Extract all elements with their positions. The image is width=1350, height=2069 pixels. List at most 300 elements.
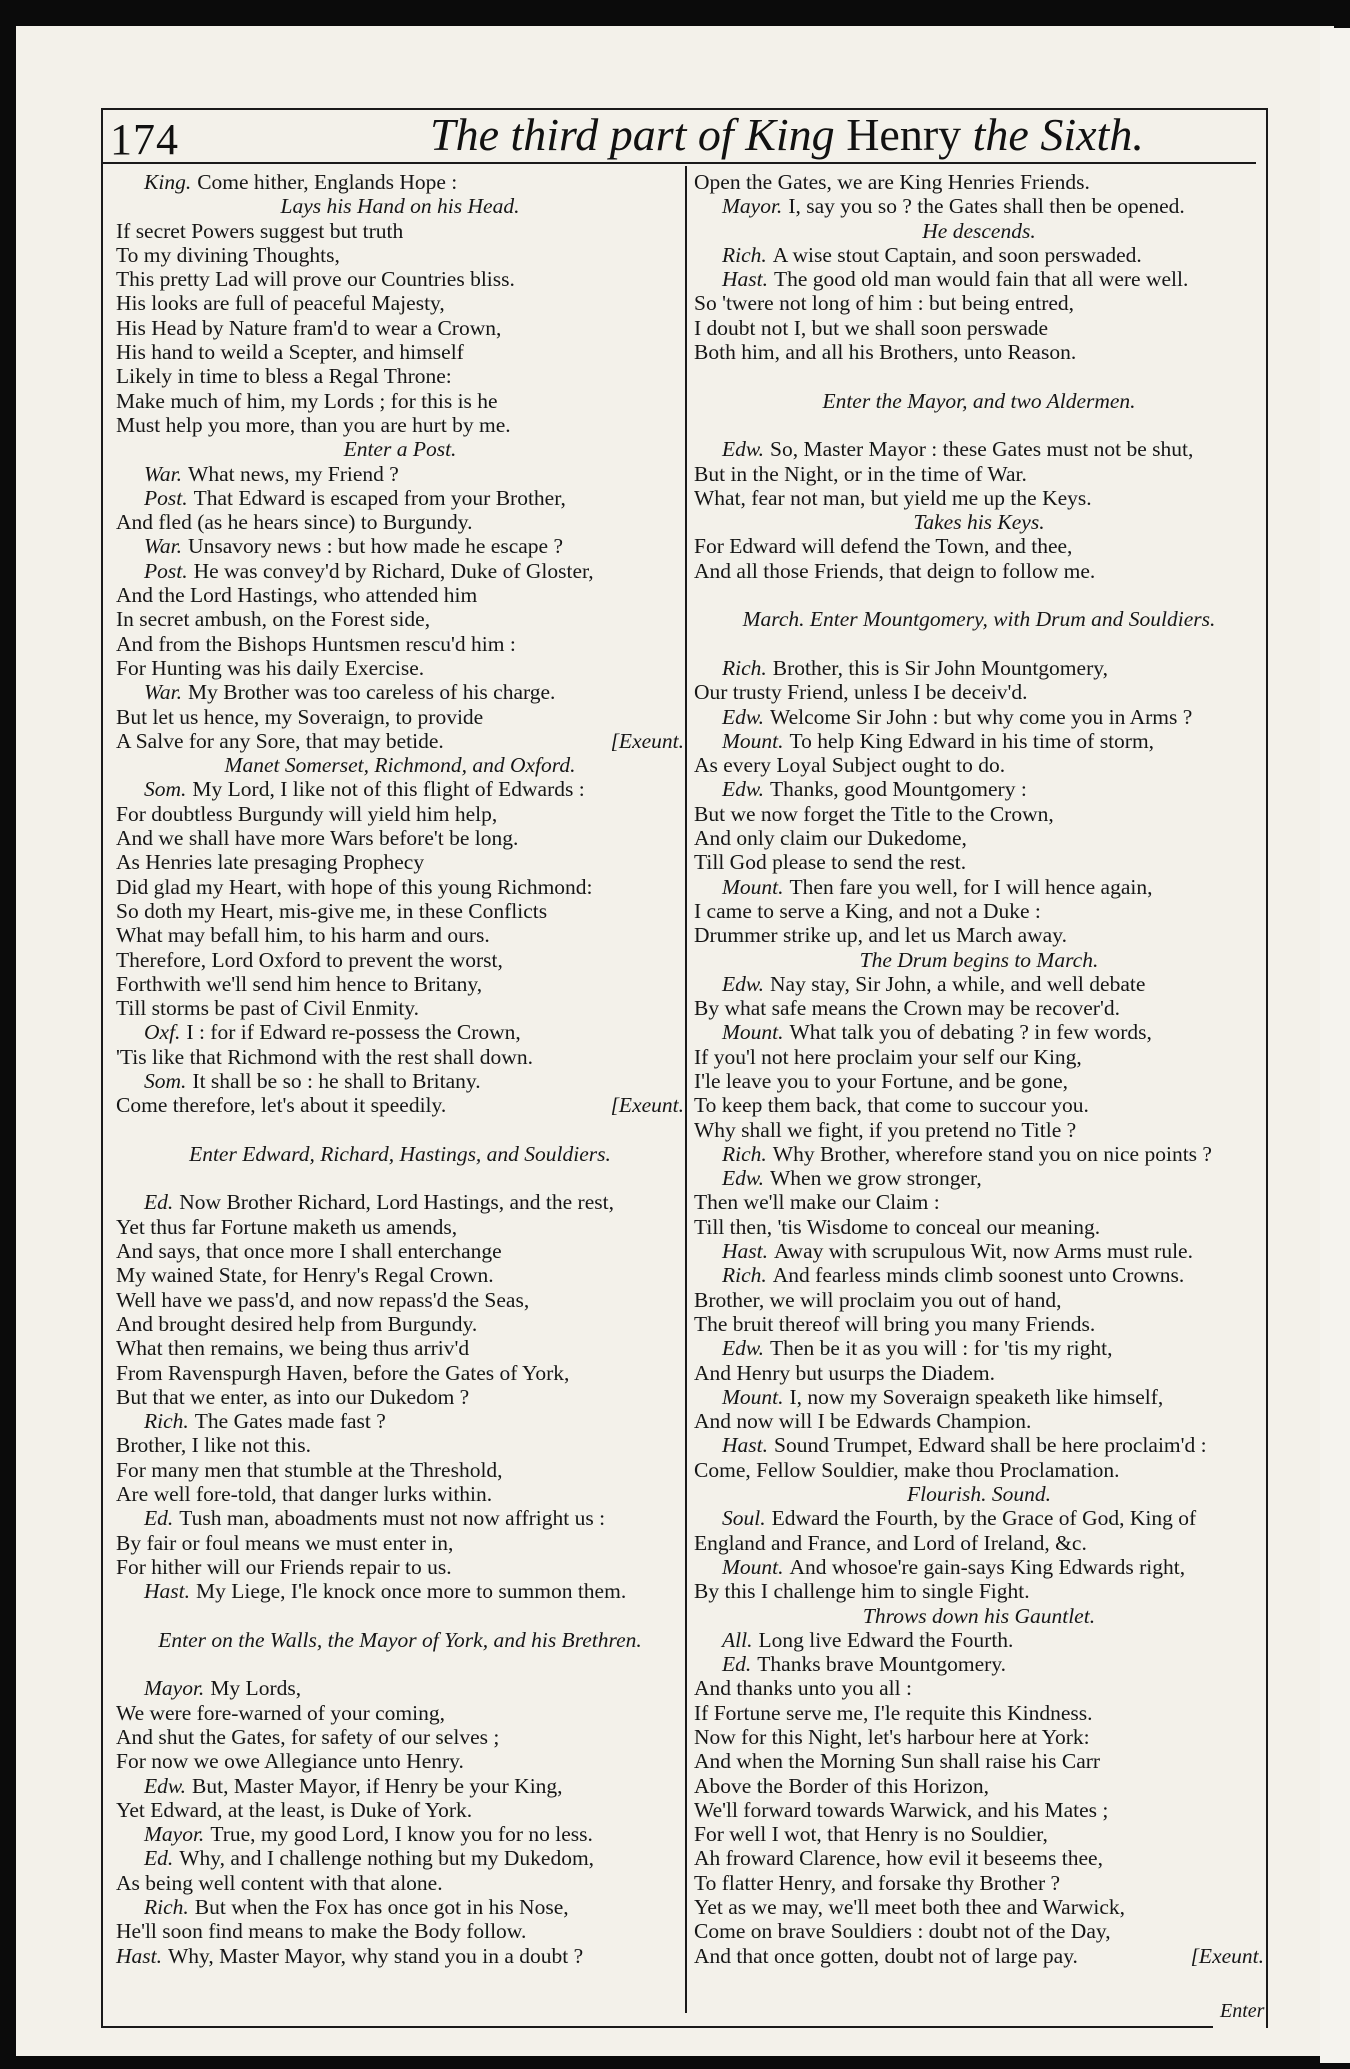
line-text: I came to serve a King, and not a Duke : bbox=[694, 898, 1041, 923]
verse-line bbox=[694, 1701, 1264, 1725]
blank-line bbox=[694, 632, 1264, 656]
line-text: Likely in time to bless a Regal Throne: bbox=[116, 364, 452, 389]
verse-line bbox=[116, 170, 684, 194]
line-text: Long live Edward the Fourth. bbox=[758, 1627, 1014, 1652]
verse-line bbox=[694, 1458, 1264, 1482]
verse-line bbox=[116, 1701, 684, 1725]
line-text: Yet as we may, we'll meet both thee and Warwick, bbox=[694, 1895, 1126, 1920]
verse-line bbox=[116, 1725, 684, 1749]
line-text: He was convey'd by Richard, Duke of Gloster, bbox=[193, 558, 594, 583]
verse-line bbox=[116, 899, 684, 923]
stage-direction bbox=[116, 194, 684, 218]
verse-line bbox=[694, 486, 1264, 510]
line-text: A wise stout Captain, and soon perswaded. bbox=[772, 242, 1142, 267]
speaker-prefix: War. bbox=[144, 534, 183, 559]
verse-line bbox=[694, 1846, 1264, 1870]
stage-direction bbox=[694, 389, 1264, 413]
verse-line bbox=[116, 1846, 684, 1870]
page-number: 174 bbox=[110, 115, 179, 164]
speaker-prefix: Edw. bbox=[722, 437, 765, 462]
line-text: To flatter Henry, and forsake thy Brother ? bbox=[694, 1870, 1061, 1895]
speaker-prefix: War. bbox=[144, 680, 183, 705]
blank-line bbox=[116, 1118, 684, 1142]
line-text: Lays his Hand on his Head. bbox=[280, 194, 520, 219]
verse-line bbox=[694, 972, 1264, 996]
line-text: A Salve for any Sore, that may betide. bbox=[116, 728, 444, 753]
verse-line bbox=[694, 826, 1264, 850]
line-text: He descends. bbox=[922, 218, 1036, 243]
line-text: For Hunting was his daily Exercise. bbox=[116, 655, 425, 680]
line-text: So doth my Heart, mis-give me, in these Conflicts bbox=[116, 898, 548, 923]
line-text: It shall be so : he shall to Britany. bbox=[192, 1068, 481, 1093]
verse-line bbox=[116, 777, 684, 801]
line-text: Edward the Fourth, by the Grace of God, King of bbox=[771, 1506, 1197, 1531]
line-text: If secret Powers suggest but truth bbox=[116, 218, 404, 243]
line-text: As every Loyal Subject ought to do. bbox=[694, 753, 1006, 778]
speaker-prefix: Mount. bbox=[722, 1020, 784, 1045]
verse-line bbox=[116, 680, 684, 704]
speaker-prefix: Edw. bbox=[722, 971, 765, 996]
speaker-prefix: All. bbox=[722, 1627, 753, 1652]
verse-line bbox=[116, 1190, 684, 1214]
verse-line bbox=[116, 389, 684, 413]
verse-line bbox=[694, 1118, 1264, 1142]
frame-rule-left bbox=[101, 108, 103, 2028]
line-text: Then we'll make our Claim : bbox=[694, 1190, 940, 1215]
line-text: I, now my Soveraign speaketh like himself, bbox=[789, 1384, 1164, 1409]
verse-line bbox=[116, 1045, 684, 1069]
stage-direction bbox=[116, 1628, 684, 1652]
verse-line bbox=[116, 656, 684, 680]
speaker-prefix: Mayor. bbox=[722, 194, 783, 219]
speaker-prefix: Hast. bbox=[144, 1579, 190, 1604]
line-text: By what safe means the Crown may be recover'd. bbox=[694, 996, 1120, 1021]
verse-line bbox=[116, 1555, 684, 1579]
line-text: My Lord, I like not of this flight of Edwards : bbox=[192, 777, 585, 802]
right-column bbox=[694, 170, 1264, 1968]
line-text: Then fare you well, for I will hence again, bbox=[789, 874, 1153, 899]
line-text: We'll forward towards Warwick, and his Mates ; bbox=[694, 1797, 1109, 1822]
verse-line bbox=[116, 1215, 684, 1239]
verse-line bbox=[694, 753, 1264, 777]
line-text: And that once gotten, doubt not of large pay. bbox=[694, 1943, 1078, 1968]
speaker-prefix: Edw. bbox=[722, 1166, 765, 1191]
line-text: Come therefore, let's about it speedily. bbox=[116, 1093, 447, 1118]
verse-line bbox=[694, 1069, 1264, 1093]
verse-line bbox=[694, 1409, 1264, 1433]
verse-line bbox=[694, 1045, 1264, 1069]
stage-direction bbox=[694, 607, 1264, 631]
line-text: But let us hence, my Soveraign, to provide bbox=[116, 704, 484, 729]
speaker-prefix: Edw. bbox=[722, 1336, 765, 1361]
verse-line bbox=[694, 1361, 1264, 1385]
line-text: I, say you so ? the Gates shall then be opened. bbox=[788, 194, 1185, 219]
verse-line bbox=[116, 802, 684, 826]
stage-direction bbox=[694, 219, 1264, 243]
verse-line bbox=[694, 437, 1264, 461]
verse-line bbox=[694, 1263, 1264, 1287]
verse-line bbox=[694, 777, 1264, 801]
speaker-prefix: Edw. bbox=[722, 704, 765, 729]
blank-line bbox=[116, 1652, 684, 1676]
line-text: My Brother was too careless of his charge. bbox=[188, 680, 556, 705]
verse-line bbox=[694, 1871, 1264, 1895]
verse-line bbox=[116, 948, 684, 972]
verse-line bbox=[694, 1652, 1264, 1676]
catchword: Enter bbox=[1220, 2000, 1265, 2022]
line-text: Both him, and all his Brothers, unto Reason. bbox=[694, 340, 1077, 365]
line-text: And when the Morning Sun shall raise his Carr bbox=[694, 1749, 1101, 1774]
verse-line bbox=[116, 1774, 684, 1798]
line-text: For Edward will defend the Town, and thee, bbox=[694, 534, 1073, 559]
line-text: Why Brother, wherefore stand you on nice points ? bbox=[772, 1141, 1212, 1166]
line-text: Welcome Sir John : but why come you in Arms ? bbox=[770, 704, 1193, 729]
verse-line bbox=[694, 267, 1264, 291]
verse-line bbox=[116, 1433, 684, 1457]
line-text: Come, Fellow Souldier, make thou Proclamation. bbox=[694, 1457, 1120, 1482]
verse-line bbox=[694, 1190, 1264, 1214]
line-text: Open the Gates, we are King Henries Friends. bbox=[694, 170, 1090, 194]
line-text: The bruit thereof will bring you many Friends. bbox=[694, 1311, 1096, 1336]
line-text: What news, my Friend ? bbox=[188, 461, 399, 486]
line-text: True, my good Lord, I know you for no less. bbox=[210, 1822, 593, 1847]
verse-line bbox=[116, 729, 684, 753]
exeunt-direction: [Exeunt. bbox=[610, 1093, 684, 1118]
speaker-prefix: Ed. bbox=[144, 1846, 174, 1871]
line-text: To my divining Thoughts, bbox=[116, 242, 340, 267]
speaker-prefix: Rich. bbox=[144, 1409, 189, 1434]
speaker-prefix: King. bbox=[144, 170, 192, 194]
speaker-prefix: Rich. bbox=[722, 655, 767, 680]
verse-line bbox=[694, 1919, 1264, 1943]
verse-line bbox=[116, 1409, 684, 1433]
verse-line bbox=[116, 219, 684, 243]
verse-line bbox=[116, 291, 684, 315]
line-text: And whosoe're gain-says King Edwards right, bbox=[789, 1554, 1186, 1579]
verse-line bbox=[694, 1093, 1264, 1117]
verse-line bbox=[694, 1774, 1264, 1798]
line-text: So, Master Mayor : these Gates must not be shut, bbox=[770, 437, 1194, 462]
line-text: And the Lord Hastings, who attended him bbox=[116, 583, 478, 608]
verse-line bbox=[116, 972, 684, 996]
verse-line bbox=[694, 1822, 1264, 1846]
line-text: Brother, this is Sir John Mountgomery, bbox=[772, 655, 1108, 680]
verse-line bbox=[694, 1166, 1264, 1190]
line-text: Till then, 'tis Wisdome to conceal our meaning. bbox=[694, 1214, 1101, 1239]
frame-rule-right bbox=[1266, 108, 1268, 2028]
verse-line bbox=[116, 1312, 684, 1336]
verse-line bbox=[694, 1288, 1264, 1312]
verse-line bbox=[116, 632, 684, 656]
line-text: What talk you of debating ? in few words, bbox=[789, 1020, 1152, 1045]
stage-direction bbox=[116, 437, 684, 461]
line-text: This pretty Lad will prove our Countries bliss. bbox=[116, 267, 515, 292]
verse-line bbox=[116, 243, 684, 267]
verse-line bbox=[694, 1433, 1264, 1457]
verse-line bbox=[116, 607, 684, 631]
speaker-prefix: Rich. bbox=[144, 1895, 189, 1920]
verse-line bbox=[116, 1361, 684, 1385]
speaker-prefix: Post. bbox=[144, 485, 188, 510]
line-text: Takes his Keys. bbox=[913, 510, 1045, 535]
line-text: What, fear not man, but yield me up the Keys. bbox=[694, 485, 1092, 510]
verse-line bbox=[694, 802, 1264, 826]
speaker-prefix: Rich. bbox=[722, 242, 767, 267]
line-text: Make much of him, my Lords ; for this is he bbox=[116, 388, 498, 413]
line-text: And from the Bishops Huntsmen rescu'd him : bbox=[116, 631, 516, 656]
verse-line bbox=[694, 1239, 1264, 1263]
verse-line bbox=[116, 1239, 684, 1263]
line-text: Brother, I like not this. bbox=[116, 1433, 312, 1458]
speaker-prefix: Som. bbox=[144, 777, 187, 802]
line-text: From Ravenspurgh Haven, before the Gates of York, bbox=[116, 1360, 570, 1385]
line-text: Above the Border of this Horizon, bbox=[694, 1773, 989, 1798]
verse-line bbox=[694, 1579, 1264, 1603]
verse-line bbox=[694, 316, 1264, 340]
line-text: Enter the Mayor, and two Aldermen. bbox=[822, 388, 1136, 413]
stage-direction bbox=[116, 753, 684, 777]
line-text: Must help you more, than you are hurt by me. bbox=[116, 412, 511, 437]
speaker-prefix: Hast. bbox=[722, 1433, 768, 1458]
line-text: Brother, we will proclaim you out of hand, bbox=[694, 1287, 1062, 1312]
verse-line bbox=[116, 996, 684, 1020]
verse-line bbox=[116, 364, 684, 388]
verse-line bbox=[694, 923, 1264, 947]
line-text: He'll soon find means to make the Body follow. bbox=[116, 1919, 527, 1944]
verse-line bbox=[694, 875, 1264, 899]
verse-line bbox=[694, 243, 1264, 267]
line-text: My Lords, bbox=[210, 1676, 302, 1701]
speaker-prefix: Mount. bbox=[722, 728, 784, 753]
stage-direction bbox=[694, 1482, 1264, 1506]
line-text: We were fore-warned of your coming, bbox=[116, 1700, 445, 1725]
line-text: In secret ambush, on the Forest side, bbox=[116, 607, 431, 632]
line-text: But in the Night, or in the time of War. bbox=[694, 461, 1027, 486]
verse-line bbox=[694, 534, 1264, 558]
speaker-prefix: Mayor. bbox=[144, 1822, 205, 1847]
verse-line bbox=[694, 1555, 1264, 1579]
verse-line bbox=[694, 1798, 1264, 1822]
verse-line bbox=[116, 1749, 684, 1773]
verse-line bbox=[116, 1919, 684, 1943]
verse-line bbox=[694, 729, 1264, 753]
line-text: Tush man, aboadments must not now affright us : bbox=[179, 1506, 606, 1531]
header-rule bbox=[101, 162, 1256, 164]
line-text: And we shall have more Wars before't be long. bbox=[116, 826, 519, 851]
line-text: Therefore, Lord Oxford to prevent the worst, bbox=[116, 947, 503, 972]
verse-line bbox=[116, 1506, 684, 1530]
verse-line bbox=[694, 1749, 1264, 1773]
speaker-prefix: Rich. bbox=[722, 1141, 767, 1166]
blank-line bbox=[694, 413, 1264, 437]
speaker-prefix: Post. bbox=[144, 558, 188, 583]
verse-line bbox=[116, 316, 684, 340]
verse-line bbox=[116, 1822, 684, 1846]
verse-line bbox=[116, 1288, 684, 1312]
line-text: Did glad my Heart, with hope of this young Richmond: bbox=[116, 874, 593, 899]
facing-page-edge bbox=[1320, 28, 1350, 2063]
stage-direction bbox=[694, 948, 1264, 972]
line-text: So 'twere not long of him : but being entred, bbox=[694, 291, 1075, 316]
line-text: Enter a Post. bbox=[343, 437, 457, 462]
verse-line bbox=[116, 486, 684, 510]
line-text: Are well fore-told, that danger lurks within. bbox=[116, 1482, 493, 1507]
line-text: For many men that stumble at the Threshold, bbox=[116, 1457, 503, 1482]
line-text: The Drum begins to March. bbox=[859, 947, 1099, 972]
line-text: What then remains, we being thus arriv'd bbox=[116, 1336, 470, 1361]
line-text: By this I challenge him to single Fight. bbox=[694, 1579, 1030, 1604]
verse-line bbox=[116, 583, 684, 607]
verse-line bbox=[694, 1506, 1264, 1530]
speaker-prefix: Edw. bbox=[144, 1773, 187, 1798]
line-text: Till storms be past of Civil Enmity. bbox=[116, 996, 420, 1021]
verse-line bbox=[116, 413, 684, 437]
verse-line bbox=[694, 1336, 1264, 1360]
line-text: And fearless minds climb soonest unto Crowns. bbox=[772, 1263, 1185, 1288]
line-text: And Henry but usurps the Diadem. bbox=[694, 1360, 995, 1385]
line-text: The good old man would fain that all were well. bbox=[774, 267, 1189, 292]
speaker-prefix: Ed. bbox=[722, 1652, 752, 1677]
line-text: That Edward is escaped from your Brother, bbox=[193, 485, 566, 510]
line-text: Away with scrupulous Wit, now Arms must rule. bbox=[774, 1239, 1193, 1264]
speaker-prefix: Mount. bbox=[722, 1384, 784, 1409]
line-text: And brought desired help from Burgundy. bbox=[116, 1311, 478, 1336]
running-title-part3: the Sixth. bbox=[972, 109, 1144, 160]
line-text: I : for if Edward re-possess the Crown, bbox=[186, 1020, 521, 1045]
line-text: Sound Trumpet, Edward shall be here proclaim'd : bbox=[774, 1433, 1207, 1458]
column-divider bbox=[685, 166, 687, 2013]
line-text: Come hither, Englands Hope : bbox=[197, 170, 458, 194]
line-text: Why, Master Mayor, why stand you in a doubt ? bbox=[168, 1943, 584, 1968]
verse-line bbox=[694, 705, 1264, 729]
line-text: 'Tis like that Richmond with the rest shall down. bbox=[116, 1044, 533, 1069]
verse-line bbox=[694, 680, 1264, 704]
line-text: By fair or foul means we must enter in, bbox=[116, 1530, 454, 1555]
line-text: Come on brave Souldiers : doubt not of the Day, bbox=[694, 1919, 1111, 1944]
speaker-prefix: Oxf. bbox=[144, 1020, 181, 1045]
speaker-prefix: Hast. bbox=[116, 1943, 162, 1968]
verse-line bbox=[116, 462, 684, 486]
verse-line bbox=[116, 1093, 684, 1117]
line-text: Now for this Night, let's harbour here at York: bbox=[694, 1725, 1090, 1749]
verse-line bbox=[694, 291, 1264, 315]
stage-direction bbox=[694, 510, 1264, 534]
blank-line bbox=[694, 364, 1264, 388]
verse-line bbox=[116, 510, 684, 534]
speaker-prefix: Mount. bbox=[722, 874, 784, 899]
line-text: Unsavory news : but how made he escape ? bbox=[188, 534, 563, 559]
verse-line bbox=[116, 1798, 684, 1822]
verse-line bbox=[694, 1895, 1264, 1919]
verse-line bbox=[694, 1385, 1264, 1409]
speaker-prefix: Ed. bbox=[144, 1190, 174, 1215]
line-text: And fled (as he hears since) to Burgundy. bbox=[116, 510, 473, 535]
verse-line bbox=[694, 1142, 1264, 1166]
verse-line bbox=[694, 462, 1264, 486]
line-text: Why, and I challenge nothing but my Dukedom, bbox=[179, 1846, 595, 1871]
verse-line bbox=[694, 559, 1264, 583]
blank-line bbox=[116, 1166, 684, 1190]
line-text: I'le leave you to your Fortune, and be gone, bbox=[694, 1068, 1069, 1093]
exeunt-direction: [Exeunt. bbox=[1190, 1943, 1264, 1968]
line-text: Drummer strike up, and let us March away. bbox=[694, 923, 1067, 948]
line-text: Enter on the Walls, the Mayor of York, and his Brethren. bbox=[158, 1627, 642, 1652]
line-text: And thanks unto you all : bbox=[694, 1676, 912, 1701]
stage-direction bbox=[694, 1604, 1264, 1628]
verse-line bbox=[694, 850, 1264, 874]
verse-line bbox=[116, 559, 684, 583]
line-text: If you'l not here proclaim your self our King, bbox=[694, 1044, 1082, 1069]
running-title bbox=[430, 108, 1144, 161]
speaker-prefix: Som. bbox=[144, 1068, 187, 1093]
line-text: Ah froward Clarence, how evil it beseems thee, bbox=[694, 1846, 1103, 1871]
verse-line bbox=[116, 875, 684, 899]
verse-line bbox=[694, 340, 1264, 364]
verse-line bbox=[694, 1020, 1264, 1044]
line-text: Why shall we fight, if you pretend no Title ? bbox=[694, 1117, 1077, 1142]
verse-line bbox=[116, 1895, 684, 1919]
speaker-prefix: War. bbox=[144, 461, 183, 486]
left-column bbox=[116, 170, 684, 1968]
line-text: And all those Friends, that deign to follow me. bbox=[694, 558, 1096, 583]
verse-line bbox=[694, 1215, 1264, 1239]
speaker-prefix: Edw. bbox=[722, 777, 765, 802]
line-text: As being well content with that alone. bbox=[116, 1870, 443, 1895]
line-text: But that we enter, as into our Dukedom ? bbox=[116, 1384, 470, 1409]
line-text: Now Brother Richard, Lord Hastings, and the rest, bbox=[179, 1190, 614, 1215]
verse-line bbox=[116, 850, 684, 874]
line-text: March. Enter Mountgomery, with Drum and Souldiers. bbox=[742, 607, 1216, 632]
blank-line bbox=[694, 583, 1264, 607]
exeunt-direction: [Exeunt. bbox=[610, 728, 684, 753]
line-text: Forthwith we'll send him hence to Britany, bbox=[116, 971, 483, 996]
verse-line bbox=[116, 923, 684, 947]
line-text: Till God please to send the rest. bbox=[694, 850, 967, 875]
stage-direction bbox=[116, 1142, 684, 1166]
line-text: Enter Edward, Richard, Hastings, and Souldiers. bbox=[189, 1141, 611, 1166]
verse-line bbox=[694, 1312, 1264, 1336]
verse-line bbox=[116, 1579, 684, 1603]
line-text: Thanks, good Mountgomery : bbox=[770, 777, 1027, 802]
line-text: Nay stay, Sir John, a while, and well debate bbox=[770, 971, 1146, 996]
speaker-prefix: Mayor. bbox=[144, 1676, 205, 1701]
verse-line bbox=[116, 1263, 684, 1287]
line-text: For well I wot, that Henry is no Souldier, bbox=[694, 1822, 1048, 1847]
verse-line bbox=[694, 899, 1264, 923]
line-text: For doubtless Burgundy will yield him help, bbox=[116, 801, 498, 826]
line-text: Then be it as you will : for 'tis my right, bbox=[770, 1336, 1113, 1361]
speaker-prefix: Rich. bbox=[722, 1263, 767, 1288]
line-text: Manet Somerset, Richmond, and Oxford. bbox=[224, 753, 576, 778]
verse-line bbox=[694, 656, 1264, 680]
verse-line bbox=[694, 996, 1264, 1020]
line-text: His looks are full of peaceful Majesty, bbox=[116, 291, 445, 316]
line-text: When we grow stronger, bbox=[770, 1166, 982, 1191]
line-text: I doubt not I, but we shall soon perswade bbox=[694, 315, 1049, 340]
verse-line bbox=[116, 1020, 684, 1044]
verse-line bbox=[694, 1531, 1264, 1555]
line-text: His hand to weild a Scepter, and himself bbox=[116, 340, 464, 365]
verse-line bbox=[116, 1482, 684, 1506]
verse-line bbox=[694, 194, 1264, 218]
verse-line bbox=[116, 1676, 684, 1700]
verse-line bbox=[116, 1871, 684, 1895]
verse-line bbox=[116, 1458, 684, 1482]
speaker-prefix: Mount. bbox=[722, 1554, 784, 1579]
line-text: The Gates made fast ? bbox=[194, 1409, 386, 1434]
line-text: England and France, and Lord of Ireland, &c. bbox=[694, 1530, 1087, 1555]
line-text: Our trusty Friend, unless I be deceiv'd. bbox=[694, 680, 1028, 705]
